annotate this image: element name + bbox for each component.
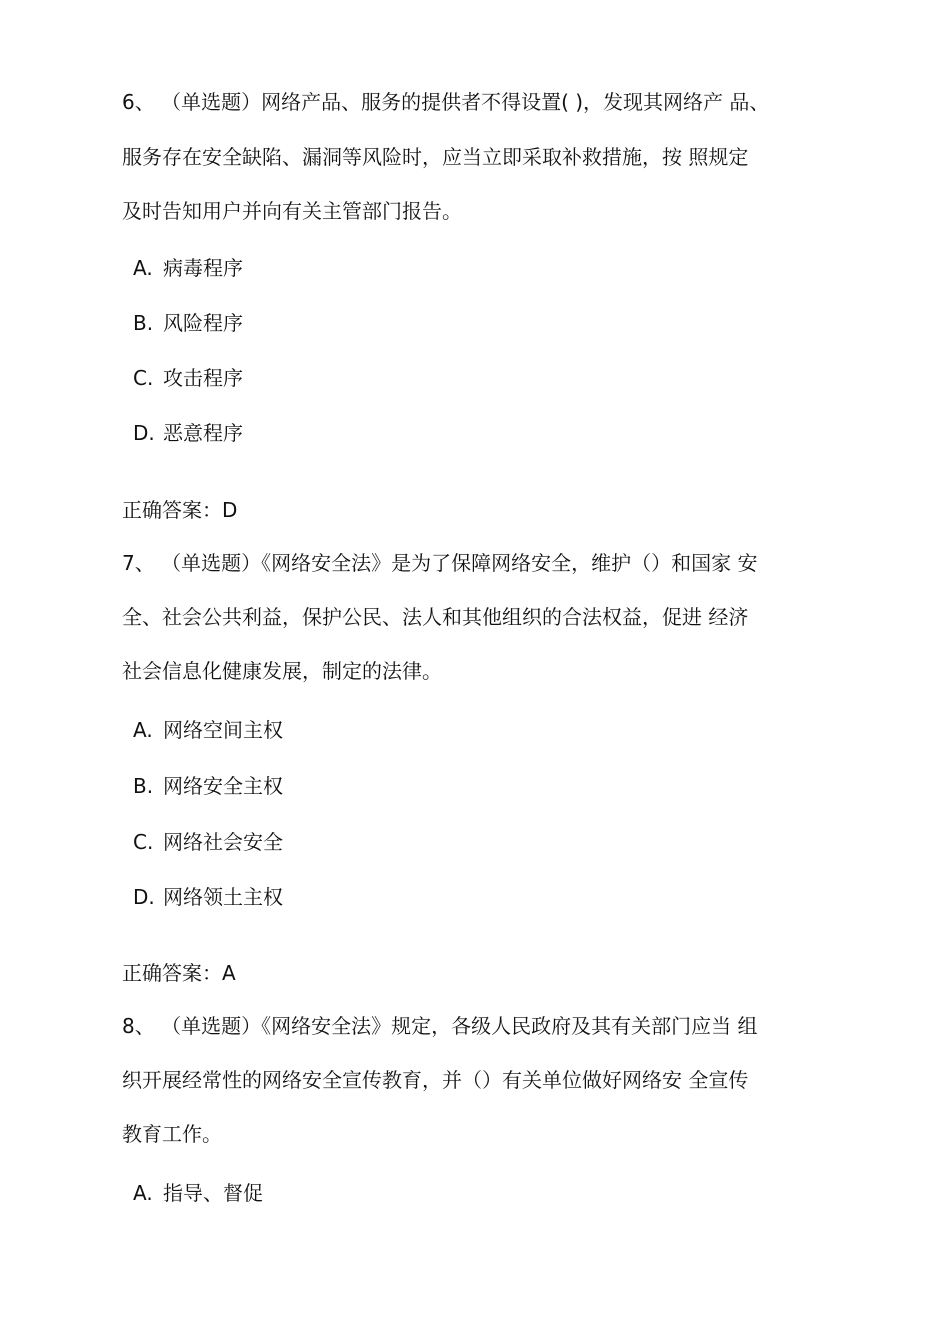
question-7-line-2: 全、社会公共利益，保护公民、法人和其他组织的合法权益，促进 经济 — [122, 605, 749, 629]
question-8-option-a — [133, 1179, 263, 1207]
option-text: 病毒程序 — [163, 256, 243, 280]
question-7-option-c — [133, 828, 283, 856]
question-7-answer: 正确答案：A — [122, 961, 236, 985]
question-6-option-a — [133, 254, 243, 282]
question-6-option-b — [133, 309, 243, 337]
option-letter: B. — [133, 774, 154, 798]
question-8-line-2: 织开展经常性的网络安全宣传教育，并（）有关单位做好网络安 全宣传 — [122, 1068, 749, 1092]
option-text: 指导、督促 — [163, 1181, 263, 1205]
question-7-option-b — [133, 772, 283, 800]
question-7-line-3: 社会信息化健康发展，制定的法律。 — [122, 659, 442, 683]
option-text: 网络社会安全 — [163, 830, 283, 854]
option-text: 攻击程序 — [163, 366, 243, 390]
option-letter: A. — [133, 256, 153, 280]
question-6-line-3: 及时告知用户并向有关主管部门报告。 — [122, 199, 462, 223]
option-text: 网络安全主权 — [163, 774, 283, 798]
option-letter: A. — [133, 718, 153, 742]
question-7-option-a — [133, 716, 283, 744]
option-text: 风险程序 — [163, 311, 243, 335]
option-letter: C. — [133, 830, 154, 854]
question-6-line-2: 服务存在安全缺陷、漏洞等风险时，应当立即采取补救措施，按 照规定 — [122, 145, 749, 169]
option-letter: D. — [133, 885, 155, 909]
option-letter: C. — [133, 366, 154, 390]
option-text: 网络空间主权 — [163, 718, 283, 742]
question-7-line-1: 7、 （单选题）《网络安全法》是为了保障网络安全，维护（）和国家 安 — [122, 551, 758, 575]
question-6-option-d — [133, 419, 243, 447]
question-6-answer: 正确答案：D — [122, 498, 238, 522]
option-letter: A. — [133, 1181, 153, 1205]
question-8-line-3: 教育工作。 — [122, 1122, 222, 1146]
question-6-option-c — [133, 364, 243, 392]
option-letter: B. — [133, 311, 154, 335]
question-8-line-1: 8、 （单选题）《网络安全法》规定，各级人民政府及其有关部门应当 组 — [122, 1014, 758, 1038]
option-text: 网络领土主权 — [163, 885, 283, 909]
question-7-option-d — [133, 883, 283, 911]
option-text: 恶意程序 — [163, 421, 243, 445]
option-letter: D. — [133, 421, 155, 445]
question-6-line-1: 6、 （单选题）网络产品、服务的提供者不得设置( )，发现其网络产 品、 — [122, 90, 770, 114]
